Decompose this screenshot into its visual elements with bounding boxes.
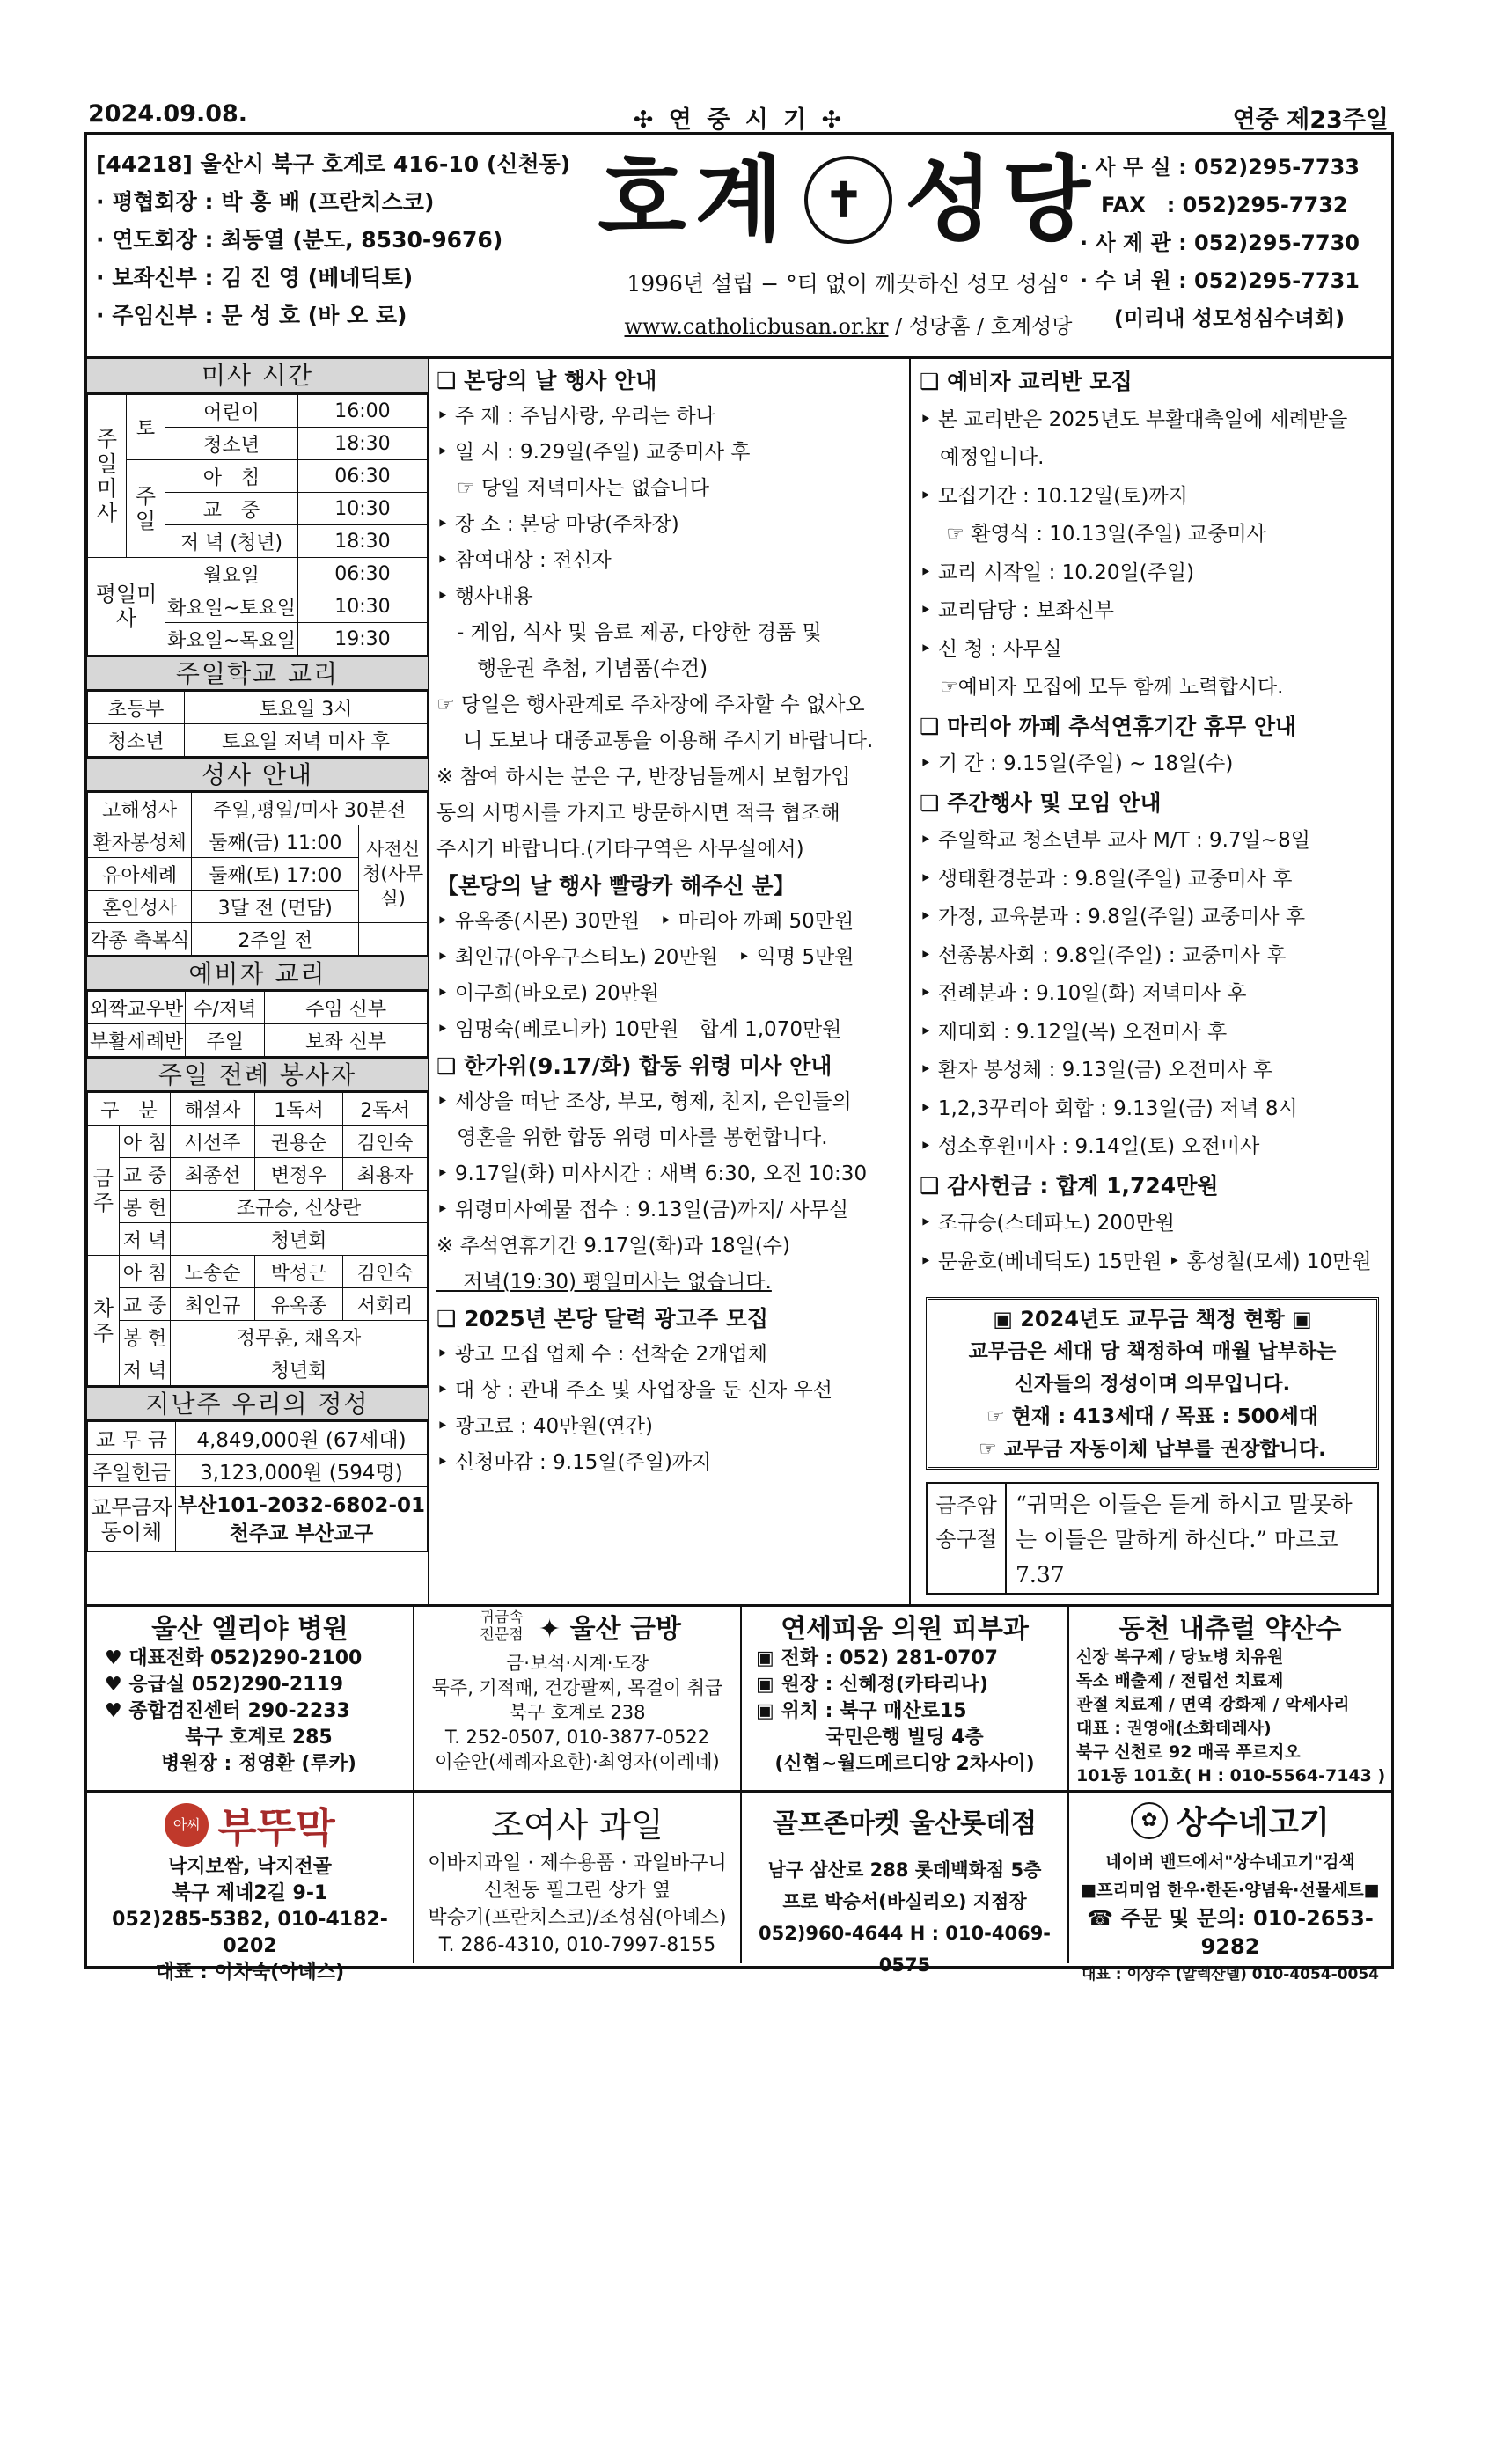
notice-line: ‣ 참여대상 : 전신자 [436, 549, 612, 572]
notice-line: ‣ 신청마감 : 9.15일(주일)까지 [436, 1451, 712, 1474]
ad-tag: 귀금속 전문점 [480, 1609, 524, 1644]
notice-line: ‣ 주일학교 청소년부 교사 M/T : 9.7일~8일 [920, 829, 1310, 852]
class-name: 외짝교우반 [88, 992, 186, 1024]
ad-body [1069, 1646, 1391, 1788]
website-path: / 성당홈 / 호계성당 [888, 314, 1073, 339]
ad-line: 남구 삼산로 288 롯데백화점 5층 [767, 1859, 1042, 1881]
ad-hospital [87, 1607, 414, 1790]
notice-line: 저녁(19:30) 평일미사는 없습니다. [436, 1271, 772, 1294]
ad-title: 부뚜막 [217, 1804, 335, 1852]
account-number: 부산101-2032-6802-01 [177, 1493, 425, 1517]
liturgical-week: 연중 제23주일 [1232, 106, 1389, 134]
ad-body [87, 1646, 413, 1778]
website-line [567, 309, 1130, 340]
liturgy-person: 서회리 [343, 1288, 428, 1321]
ad-line: ▣ 위치 : 북구 매산로15 [756, 1700, 967, 1722]
liturgy-head: 1독서 [255, 1093, 343, 1126]
notice-line: ‣ 제대회 : 9.12일(목) 오전미사 후 [920, 1020, 1228, 1044]
sacrament-name: 환자봉성체 [88, 825, 192, 858]
ad-body [87, 1854, 413, 1986]
ad-line: ♥ 응급실 052)290-2119 [105, 1674, 344, 1696]
notice-line: 예정입니다. [920, 446, 1045, 469]
calendar-ad-heading: ❑ 2025년 본당 달력 광고주 모집 [436, 1306, 769, 1331]
header-info-right [1080, 149, 1379, 338]
sunday-school-table [87, 691, 428, 757]
cafe-closure-heading: ❑ 마리아 까페 추석연휴기간 휴무 안내 [920, 713, 1297, 739]
notice-line: 니 도보나 대중교통을 이용해 주시기 바랍니다. [436, 730, 874, 752]
notice-column-middle [431, 359, 911, 1604]
sacrament-name: 혼인성사 [88, 891, 192, 923]
ad-title: 상수네고기 [1177, 1805, 1330, 1841]
notice-line: ‣ 최인규(아우구스티노) 20만원 ‣ 익명 5만원 [436, 946, 854, 969]
ad-line: 프로 박승서(바실리오) 지점장 [782, 1891, 1027, 1912]
notice-line: ☞ 당일은 행사관계로 주차장에 주차할 수 없사오 [436, 693, 865, 716]
notice-line: 주시기 바랍니다.(기타구역은 사무실에서) [436, 838, 804, 861]
liturgy-person: 권용순 [255, 1126, 343, 1158]
ad-line: 신장 복구제 / 당뇨병 치유원 [1076, 1647, 1284, 1667]
catechumen-recruit-heading: ❑ 예비자 교리반 모집 [920, 369, 1133, 394]
notice-line: 행운권 추첨, 기념품(수건) [436, 657, 708, 680]
ad-line: 박승기(프란치스코)/조성심(아녜스) [428, 1907, 727, 1929]
ad-mineral-water [1069, 1607, 1391, 1790]
ad-line: 이순안(세례자요한)·최영자(이레네) [435, 1751, 720, 1772]
catechumen-table [87, 991, 428, 1057]
liturgy-person: 정무훈, 채옥자 [171, 1321, 428, 1353]
rectory-phone: · 사 제 관 : 052)295-7730 [1080, 231, 1360, 255]
liturgy-slot: 아 침 [120, 1126, 171, 1158]
mass-time-table [87, 394, 428, 656]
mass-time: 06:30 [297, 558, 427, 590]
liturgy-person: 서선주 [171, 1126, 255, 1158]
liturgy-slot: 교 중 [120, 1288, 171, 1321]
ad-line: (신협~월드메르디앙 2차사이) [774, 1753, 1035, 1775]
notice-line: ‣ 가정, 교육분과 : 9.8일(주일) 교중미사 후 [920, 906, 1306, 928]
header [84, 132, 1394, 359]
verse-label: 금주암송구절 [928, 1484, 1007, 1593]
butcher-logo-icon: ✿ [1131, 1802, 1168, 1839]
ad-line: 신천동 필그린 상가 옆 [483, 1880, 671, 1902]
notice-line: 동의 서명서를 가지고 방문하시면 적극 협조해 [436, 802, 840, 825]
sacrament-time: 2주일 전 [192, 923, 359, 956]
liturgy-person: 청년회 [171, 1223, 428, 1256]
notice-line: ‣ 이구희(바오로) 20만원 [436, 982, 660, 1005]
weekly-verse-box [926, 1482, 1379, 1595]
ad-line: 낙지보쌈, 낙지전골 [167, 1856, 333, 1878]
empty-cell [359, 923, 428, 956]
assistant-priest: · 보좌신부 : 김 진 영 (베네딕토) [96, 265, 414, 290]
ad-line: 묵주, 기적패, 건강팔찌, 목걸이 취급 [431, 1677, 723, 1698]
ad-line: 이바지과일 · 제수용품 · 과일바구니 [428, 1852, 727, 1874]
ad-restaurant [87, 1793, 414, 1984]
notice-line: ‣ 조규승(스테파노) 200만원 [920, 1212, 1175, 1235]
ad-line: 101동 101호( H : 010-5564-7143 ) [1076, 1766, 1386, 1786]
liturgy-person: 최인규 [171, 1288, 255, 1321]
ad-line: 관절 치료제 / 면역 강화제 / 악세사리 [1076, 1695, 1350, 1714]
mass-name: 화요일~목요일 [165, 623, 298, 656]
notice-line: ‣ 교리 시작일 : 10.20일(주일) [920, 561, 1195, 584]
liturgy-table [87, 1092, 428, 1386]
ad-butcher [1069, 1793, 1391, 1984]
ad-title: 골프존마켓 울산롯데점 [772, 1808, 1038, 1839]
dues-title: ▣ 2024년도 교무금 책정 현황 ▣ [993, 1307, 1312, 1331]
address: [44218] 울산시 북구 호계로 416-10 (신천동) [96, 151, 571, 177]
ad-head [1069, 1798, 1391, 1843]
class-time: 주일 [186, 1024, 265, 1057]
notice-line: ‣ 광고료 : 40만원(연간) [436, 1415, 653, 1438]
school-time: 토요일 저녁 미사 후 [185, 724, 428, 757]
convent-name: (미리내 성모성심수녀회) [1113, 306, 1346, 331]
class-name: 부활세례반 [88, 1024, 186, 1057]
ad-body [414, 1651, 740, 1774]
liturgy-person: 변정우 [255, 1158, 343, 1191]
donors-heading: 【본당의 날 행사 빨랑카 해주신 분】 [436, 873, 796, 898]
ad-line: T. 252-0507, 010-3877-0522 [444, 1727, 710, 1748]
ad-line: 북구 호계로 285 [185, 1727, 333, 1749]
notice-line: ※ 추석연휴기간 9.17일(화)과 18일(수) [436, 1235, 790, 1258]
this-week-label: 금주 [88, 1126, 120, 1256]
ad-line: 국민은행 빌딩 4층 [825, 1727, 984, 1749]
notice-line: ‣ 생태환경분과 : 9.8일(주일) 교중미사 후 [920, 867, 1293, 891]
weekly-events-heading: ❑ 주간행사 및 모임 안내 [920, 789, 1162, 816]
auto-transfer-account [175, 1487, 427, 1552]
parish-day-heading: ❑ 본당의 날 행사 안내 [436, 368, 657, 393]
mass-time: 10:30 [297, 590, 427, 623]
class-time: 수/저녁 [186, 992, 265, 1024]
ad-line: 독소 배출제 / 전립선 치료제 [1076, 1671, 1284, 1690]
mass-time: 06:30 [297, 460, 427, 493]
mass-time: 18:30 [297, 525, 427, 558]
liturgy-person: 최종선 [171, 1158, 255, 1191]
ad-line: 052)960-4644 H : 010-4069-0575 [758, 1923, 1052, 1976]
notice-line: ‣ 행사내용 [436, 585, 533, 608]
sacrament-name: 유아세례 [88, 858, 192, 891]
class-teacher: 보좌 신부 [265, 1024, 428, 1057]
restaurant-logo-icon: 아씨 [165, 1803, 209, 1847]
notice-line: ☞예비자 모집에 모두 함께 노력합시다. [920, 676, 1284, 699]
church-name-part2: 성당 [905, 145, 1099, 253]
liturgy-person: 박성근 [255, 1256, 343, 1288]
notice-line: ‣ 전례분과 : 9.10일(화) 저녁미사 후 [920, 982, 1247, 1005]
account-holder: 천주교 부산교구 [229, 1522, 374, 1545]
ad-line: ♥ 종합검진센터 290-2233 [105, 1700, 350, 1722]
notice-line: ‣ 신 청 : 사무실 [920, 637, 1062, 661]
mass-time: 19:30 [297, 623, 427, 656]
ad-dermatology [742, 1607, 1069, 1790]
mass-name: 아 침 [165, 460, 298, 493]
notice-line: ‣ 1,2,3꾸리아 회합 : 9.13일(금) 저녁 8시 [920, 1096, 1298, 1120]
ad-line: 대표 : 이상수 (알렉산델) 010-4054-0054 [1081, 1966, 1380, 1984]
offering-title: 지난주 우리의 정성 [87, 1386, 428, 1421]
mass-name: 화요일~토요일 [165, 590, 298, 623]
ad-line: 금·보석·시계·도장 [505, 1653, 649, 1674]
school-group: 청소년 [88, 724, 185, 757]
notice-line: ‣ 문윤호(베네딕도) 15만원 ‣ 홍성철(모세) 10만원 [920, 1250, 1372, 1273]
notice-line: - 게임, 식사 및 음료 제공, 다양한 경품 및 [436, 621, 822, 644]
header-center [567, 138, 1130, 340]
ad-line: ♥ 대표전화 052)290-2100 [105, 1647, 363, 1669]
convent-phone: · 수 녀 원 : 052)295-7731 [1080, 268, 1360, 293]
ad-title: 연세피움 의원 피부과 [781, 1614, 1029, 1645]
mass-name: 청소년 [165, 428, 298, 460]
dues-line: 신자들의 정성이며 의무입니다. [1014, 1373, 1291, 1396]
notice-line: ‣ 9.17일(화) 미사시간 : 새벽 6:30, 오전 10:30 [436, 1162, 868, 1185]
established-line: 1996년 설립 − °티 없이 깨끗하신 성모 성심° [627, 271, 1070, 297]
liturgy-person: 노송순 [171, 1256, 255, 1288]
notice-line: ‣ 교리담당 : 보좌신부 [920, 599, 1114, 622]
liturgy-slot: 교 중 [120, 1158, 171, 1191]
ad-line: 병원장 : 정영환 (루카) [161, 1753, 356, 1775]
notice-line: ‣ 세상을 떠난 조상, 부모, 형제, 친지, 은인들의 [436, 1090, 852, 1113]
church-emblem-icon: ✝ [804, 156, 892, 244]
notice-line: ‣ 위령미사예물 접수 : 9.13일(금)까지/ 사무실 [436, 1199, 849, 1221]
liturgy-slot: 봉 헌 [120, 1191, 171, 1223]
office-phone: · 사 무 실 : 052)295-7733 [1080, 155, 1360, 180]
header-info-left [96, 145, 571, 334]
sacrament-time: 둘째(토) 17:00 [192, 858, 359, 891]
mass-time: 18:30 [297, 428, 427, 460]
church-name-part1: 호계 [598, 145, 792, 253]
liturgy-person: 조규승, 신상란 [171, 1191, 428, 1223]
mass-name: 어린이 [165, 395, 298, 428]
notice-line: ※ 참여 하시는 분은 구, 반장님들께서 보험가입 [436, 766, 851, 788]
liturgy-title: 주일 전례 봉사자 [87, 1057, 428, 1092]
council-president: · 평협회장 : 박 홍 배 (프란치스코) [96, 189, 435, 215]
ad-line: ☎ 주문 및 문의: 010-2653-9282 [1087, 1906, 1374, 1959]
ad-line: T. 286-4310, 010-7997-8155 [438, 1934, 716, 1956]
notice-line: ‣ 일 시 : 9.29일(주일) 교중미사 후 [436, 441, 751, 464]
liturgy-head: 2독서 [343, 1093, 428, 1126]
offering-amount: 3,123,000원 (594명) [175, 1455, 427, 1487]
ad-title: 조여사 과일 [491, 1806, 664, 1844]
dues-line: ☞ 교무금 자동이체 납부를 권장합니다. [979, 1438, 1326, 1461]
ad-body [742, 1646, 1067, 1778]
notice-line: ‣ 광고 모집 업체 수 : 선착순 2개업체 [436, 1343, 767, 1366]
liturgy-slot: 저 녁 [120, 1223, 171, 1256]
ad-line: 052)285-5382, 010-4182-0202 [112, 1909, 388, 1957]
pastor: · 주임신부 : 문 성 호 (바 오 로) [96, 303, 407, 328]
auto-transfer-label: 교무금자동이체 [88, 1487, 176, 1552]
sacrament-name: 각종 축복식 [88, 923, 192, 956]
ad-golf-shop [742, 1793, 1069, 1976]
liturgy-head: 해설자 [171, 1093, 255, 1126]
mass-time: 16:00 [297, 395, 427, 428]
notice-line: ‣ 모집기간 : 10.12일(토)까지 [920, 484, 1188, 508]
website-link[interactable]: www.catholicbusan.or.kr [624, 314, 889, 339]
ad-body [414, 1850, 740, 1959]
sacrament-note: 사전신청(사무실) [359, 825, 428, 923]
class-teacher: 주임 신부 [265, 992, 428, 1024]
dues-line: ☞ 현재 : 413세대 / 목표 : 500세대 [986, 1405, 1319, 1428]
notice-line: ‣ 기 간 : 9.15일(주일) ~ 18일(수) [920, 752, 1234, 775]
notice-line: ‣ 선종봉사회 : 9.8일(주일) : 교중미사 후 [920, 943, 1287, 967]
ad-line: 대표 : 이차숙(아녜스) [155, 1962, 345, 1984]
notice-line: ‣ 장 소 : 본당 마당(주차장) [436, 513, 679, 536]
liturgy-person: 김인숙 [343, 1256, 428, 1288]
top-strip [84, 95, 1394, 132]
church-name [567, 138, 1130, 261]
ads-row-1 [84, 1604, 1394, 1793]
school-time: 토요일 3시 [185, 692, 428, 724]
catechumen-title: 예비자 교리 [87, 956, 428, 991]
liturgical-season: ✣ 연 중 시 기 ✣ [633, 106, 846, 134]
ads-row-2 [84, 1793, 1394, 1984]
ad-line: 북구 호계로 238 [509, 1702, 646, 1723]
notice-line: ‣ 임명숙(베로니카) 10만원 합계 1,070만원 [436, 1018, 842, 1041]
saturday-label: 토 [127, 395, 165, 460]
sacrament-time: 3달 전 (면담) [192, 891, 359, 923]
liturgy-slot: 봉 헌 [120, 1321, 171, 1353]
verse-text: “귀먹은 이들은 듣게 하시고 말못하는 이들은 말하게 하신다.” 마르코 7.37 [1016, 1492, 1353, 1588]
ad-title: 울산 엘리야 병원 [151, 1614, 348, 1645]
mass-time-title: 미사 시간 [87, 359, 428, 394]
ad-head [87, 1796, 413, 1854]
ad-fruit-shop [414, 1793, 742, 1963]
ad-jewelry [414, 1607, 742, 1790]
church-dues-box [926, 1297, 1379, 1470]
school-group: 초등부 [88, 692, 185, 724]
liturgy-person: 청년회 [171, 1353, 428, 1386]
sunday-mass-label: 주일미사 [88, 395, 127, 558]
prayer-president: · 연도회장 : 최동열 (분도, 8530-9676) [96, 227, 503, 253]
offering-amount: 4,849,000원 (67세대) [175, 1422, 427, 1455]
ad-line: ▣ 원장 : 신혜정(카타리나) [756, 1674, 988, 1696]
liturgy-slot: 아 침 [120, 1256, 171, 1288]
sacrament-time: 주일,평일/미사 30분전 [192, 793, 428, 825]
sunday-school-title: 주일학교 교리 [87, 656, 428, 691]
ad-title: ✦ 울산 금방 [539, 1614, 681, 1645]
ad-line: ▣ 전화 : 052) 281-0707 [756, 1647, 998, 1669]
sacrament-title: 성사 안내 [87, 757, 428, 792]
liturgy-slot: 저 녁 [120, 1353, 171, 1386]
notice-line: 영혼을 위한 합동 위령 미사를 봉헌합니다. [436, 1126, 828, 1149]
sacrament-name: 고해성사 [88, 793, 192, 825]
ad-line: 네이버 밴드에서"상수네고기"검색 [1105, 1852, 1355, 1872]
ad-line: 대표 : 권영애(소화데레사) [1076, 1719, 1272, 1738]
sacrament-time: 둘째(금) 11:00 [192, 825, 359, 858]
mass-name: 저 녁 (청년) [165, 525, 298, 558]
liturgy-head: 구 분 [88, 1093, 171, 1126]
ad-line: ■프리미엄 한우·한돈·양념육·선물세트■ [1081, 1881, 1380, 1900]
notice-line: ‣ 본 교리반은 2025년도 부활대축일에 세례받을 [920, 407, 1348, 431]
offering-table [87, 1421, 428, 1552]
offering-label: 주일헌금 [88, 1455, 176, 1487]
ad-line: 북구 제네2길 9-1 [172, 1882, 328, 1904]
mass-time: 10:30 [297, 493, 427, 525]
offering-label: 교 무 금 [88, 1422, 176, 1455]
bulletin-date: 2024.09.08. [88, 100, 248, 128]
notice-line: ‣ 주 제 : 주님사랑, 우리는 하나 [436, 405, 715, 428]
fax: FAX : 052)295-7732 [1080, 193, 1348, 217]
ad-body [742, 1854, 1067, 1981]
sunday-label: 주일 [127, 460, 165, 558]
memorial-mass-heading: ❑ 한가위(9.17/화) 합동 위령 미사 안내 [436, 1053, 832, 1079]
sacrament-table [87, 792, 428, 956]
liturgy-person: 유옥종 [255, 1288, 343, 1321]
notice-line: ☞ 환영식 : 10.13일(주일) 교중미사 [920, 523, 1266, 546]
thanks-offering-heading: ❑ 감사헌금 : 합계 1,724만원 [920, 1172, 1219, 1199]
next-week-label: 차주 [88, 1256, 120, 1386]
schedule-column [84, 359, 429, 1604]
ad-body [1069, 1848, 1391, 1989]
ad-head [414, 1607, 740, 1646]
dues-line: 교무금은 세대 당 책정하여 매월 납부하는 [968, 1340, 1337, 1363]
notice-line: ‣ 유옥종(시몬) 30만원 ‣ 마리아 까페 50만원 [436, 910, 854, 933]
mass-name: 교 중 [165, 493, 298, 525]
weekday-mass-label: 평일미사 [88, 558, 165, 656]
notice-line: ☞ 당일 저녁미사는 없습니다 [436, 477, 709, 500]
notice-line: ‣ 성소후원미사 : 9.14일(토) 오전미사 [920, 1135, 1260, 1158]
liturgy-person: 최용자 [343, 1158, 428, 1191]
ad-line: 북구 신천로 92 매곡 푸르지오 [1076, 1742, 1301, 1762]
mass-name: 월요일 [165, 558, 298, 590]
ad-title: 동천 내츄럴 약산수 [1118, 1614, 1342, 1645]
liturgy-person: 김인숙 [343, 1126, 428, 1158]
notice-line: ‣ 환자 봉성체 : 9.13일(금) 오전미사 후 [920, 1059, 1272, 1082]
notice-line: ‣ 대 상 : 관내 주소 및 사업장을 둔 신자 우선 [436, 1379, 832, 1402]
